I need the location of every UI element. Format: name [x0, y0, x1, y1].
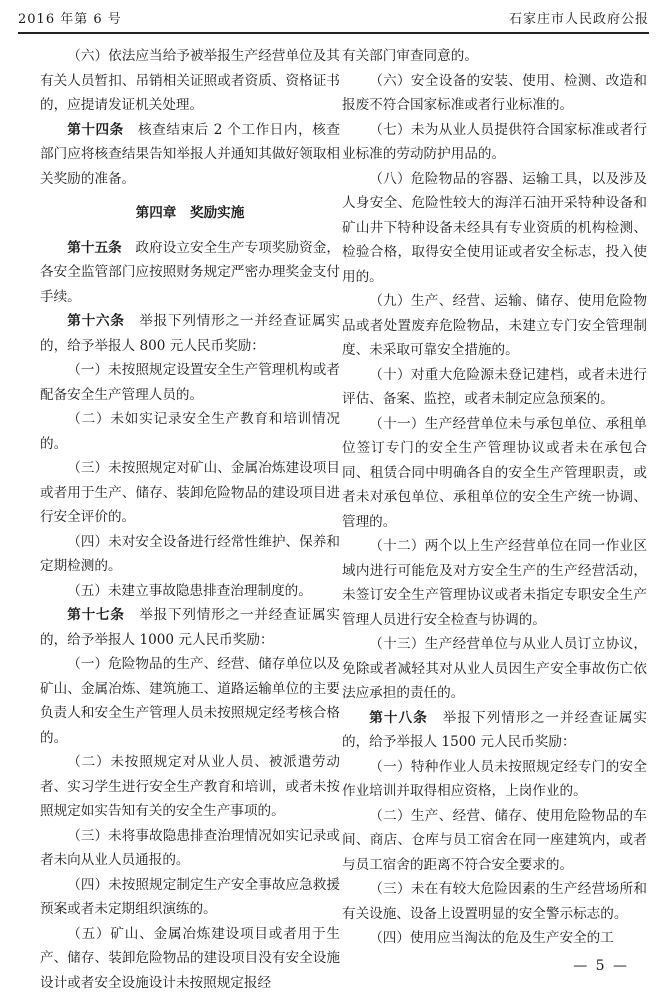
paragraph-text: （二）未按照规定对从业人员、被派遣劳动者、实习学生进行安全生产教育和培训，或者未按照规定如实告知有关的安全生产事项的。: [40, 754, 340, 819]
clause-paragraph: [40, 407, 340, 456]
publication-title: 石家庄市人民政府公报: [509, 8, 649, 27]
page-number: — 5 —: [573, 958, 629, 974]
clause-paragraph: [342, 69, 647, 118]
paragraph-text: （四）使用应当淘汰的危及生产安全的工: [369, 930, 614, 946]
clause-paragraph: [342, 118, 647, 167]
paragraph-text: （九）生产、经营、运输、储存、使用危险物品或者处置废弃危险物品，未建立专门安全管理制度、未采取可靠安全措施的。: [342, 293, 647, 358]
issue-label: 2016 年第 6 号: [18, 8, 122, 27]
clause-paragraph: [342, 755, 647, 804]
left-column: [40, 44, 340, 995]
paragraph-text: （六）依法应当给予被举报生产经营单位及其有关人员暂扣、吊销相关证照或者资质、资格证书的，应提请发证机关处理。: [40, 48, 340, 113]
article-number: 第十八条: [369, 710, 428, 726]
paragraph-text: （三）未按照规定对矿山、金属冶炼建设项目或者用于生产、储存、装卸危险物品的建设项目进行安全评价的。: [40, 460, 340, 525]
chapter-heading: 第四章 奖励实施: [40, 201, 340, 226]
paragraph-text: （三）未将事故隐患排查治理情况如实记录或者未向从业人员通报的。: [40, 828, 340, 869]
clause-paragraph: [40, 824, 340, 873]
paragraph-text: 政府设立安全生产专项奖励资金，各安全监管部门应按照财务规定严密办理奖金支付手续。: [40, 240, 340, 305]
paragraph-text: （一）危险物品的生产、经营、储存单位以及矿山、金属冶炼、建筑施工、道路运输单位的主要负责人和安全生产管理人员未按照规定经考核合格的。: [40, 656, 340, 746]
clause-paragraph: [40, 530, 340, 579]
paragraph-text: （四）未对安全设备进行经常性维护、保养和定期检测的。: [40, 534, 340, 575]
clause-paragraph: [40, 922, 340, 995]
paragraph-text: （十）对重大危险源未登记建档，或者未进行评估、备案、监控，或者未制定应急预案的。: [342, 367, 647, 408]
paragraph-text: （十二）两个以上生产经营单位在同一作业区域内进行可能危及对方安全生产的生产经营活动，未签订安全生产管理协议或者未指定专职安全生产管理人员进行安全检查与协调的。: [342, 538, 647, 628]
clause-paragraph: [40, 652, 340, 750]
article-number: 第十五条: [67, 240, 122, 256]
paragraph-text: （八）危险物品的容器、运输工具，以及涉及人身安全、危险性较大的海洋石油开采特种设备和矿山井下特种设备未经具有专业资质的机构检测、检验合格，取得安全使用证或者安全标志，投入使用的。: [342, 171, 647, 285]
clause-paragraph: [342, 363, 647, 412]
clause-paragraph: [342, 632, 647, 706]
clause-paragraph: [342, 534, 647, 632]
paragraph-text: 有关部门审查同意的。: [342, 48, 478, 64]
paragraph-text: （一）特种作业人员未按照规定经专门的安全作业培训并取得相应资格，上岗作业的。: [342, 759, 647, 800]
paragraph-text: （二）未如实记录安全生产教育和培训情况的。: [40, 411, 340, 452]
article-paragraph: [40, 118, 340, 192]
paragraph-text: （二）生产、经营、储存、使用危险物品的车间、商店、仓库与员工宿舍在同一座建筑内，或者与员工宿舍的距离不符合安全要求的。: [342, 808, 647, 873]
clause-paragraph: [342, 289, 647, 363]
paragraph-text: （十一）生产经营单位未与承包单位、承租单位签订专门的安全生产管理协议或者未在承包合同、租赁合同中明确各自的安全生产管理职责，或者未对承包单位、承租单位的安全生产统一协调、管理的。: [342, 416, 647, 530]
clause-paragraph: [40, 873, 340, 922]
paragraph-text: （一）未按照规定设置安全生产管理机构或者配备安全生产管理人员的。: [40, 362, 340, 403]
paragraph-text: 举报下列情形之一并经查证属实的，给予举报人 800 元人民币奖励：: [40, 313, 340, 354]
clause-paragraph: [40, 750, 340, 824]
clause-paragraph: [342, 804, 647, 878]
article-number: 第十七条: [67, 607, 125, 623]
paragraph-text: （四）未按照规定制定生产安全事故应急救援预案或者未定期组织演练的。: [40, 877, 340, 918]
clause-paragraph: [40, 44, 340, 118]
page-header: [18, 2, 649, 34]
paragraph-text: 举报下列情形之一并经查证属实的，给予举报人 1000 元人民币奖励：: [40, 607, 340, 648]
article-paragraph: [40, 236, 340, 310]
clause-paragraph: [40, 456, 340, 530]
paragraph-text: （十三）生产经营单位与从业人员订立协议，免除或者减轻其对从业人员因生产安全事故伤亡依法应承担的责任的。: [342, 636, 647, 701]
clause-paragraph: [342, 167, 647, 290]
paragraph-text: （七）未为从业人员提供符合国家标准或者行业标准的劳动防护用品的。: [342, 122, 647, 163]
paragraph-text: （五）矿山、金属冶炼建设项目或者用于生产、储存、装卸危险物品的建设项目没有安全设施设计或者安全设施设计未按照规定报经: [40, 926, 340, 991]
clause-paragraph: [342, 877, 647, 926]
article-paragraph: [40, 603, 340, 652]
article-paragraph: [342, 706, 647, 755]
clause-paragraph: [40, 358, 340, 407]
clause-paragraph: [342, 44, 647, 69]
right-column: [342, 44, 647, 951]
paragraph-text: （六）安全设备的安装、使用、检测、改造和报废不符合国家标准或者行业标准的。: [342, 73, 647, 114]
article-number: 第十六条: [67, 313, 125, 329]
article-number: 第十四条: [67, 122, 124, 138]
paragraph-text: （三）未在有较大危险因素的生产经营场所和有关设施、设备上设置明显的安全警示标志的。: [342, 881, 647, 922]
clause-paragraph: [342, 412, 647, 535]
clause-paragraph: [40, 579, 340, 604]
paragraph-text: 核查结束后 2 个工作日内，核查部门应将核查结果告知举报人并通知其做好领取相关奖励的准备。: [40, 122, 340, 187]
article-paragraph: [40, 309, 340, 358]
paragraph-text: 举报下列情形之一并经查证属实的，给予举报人 1500 元人民币奖励：: [342, 710, 647, 751]
clause-paragraph: [342, 926, 647, 951]
paragraph-text: （五）未建立事故隐患排查治理制度的。: [67, 583, 312, 599]
